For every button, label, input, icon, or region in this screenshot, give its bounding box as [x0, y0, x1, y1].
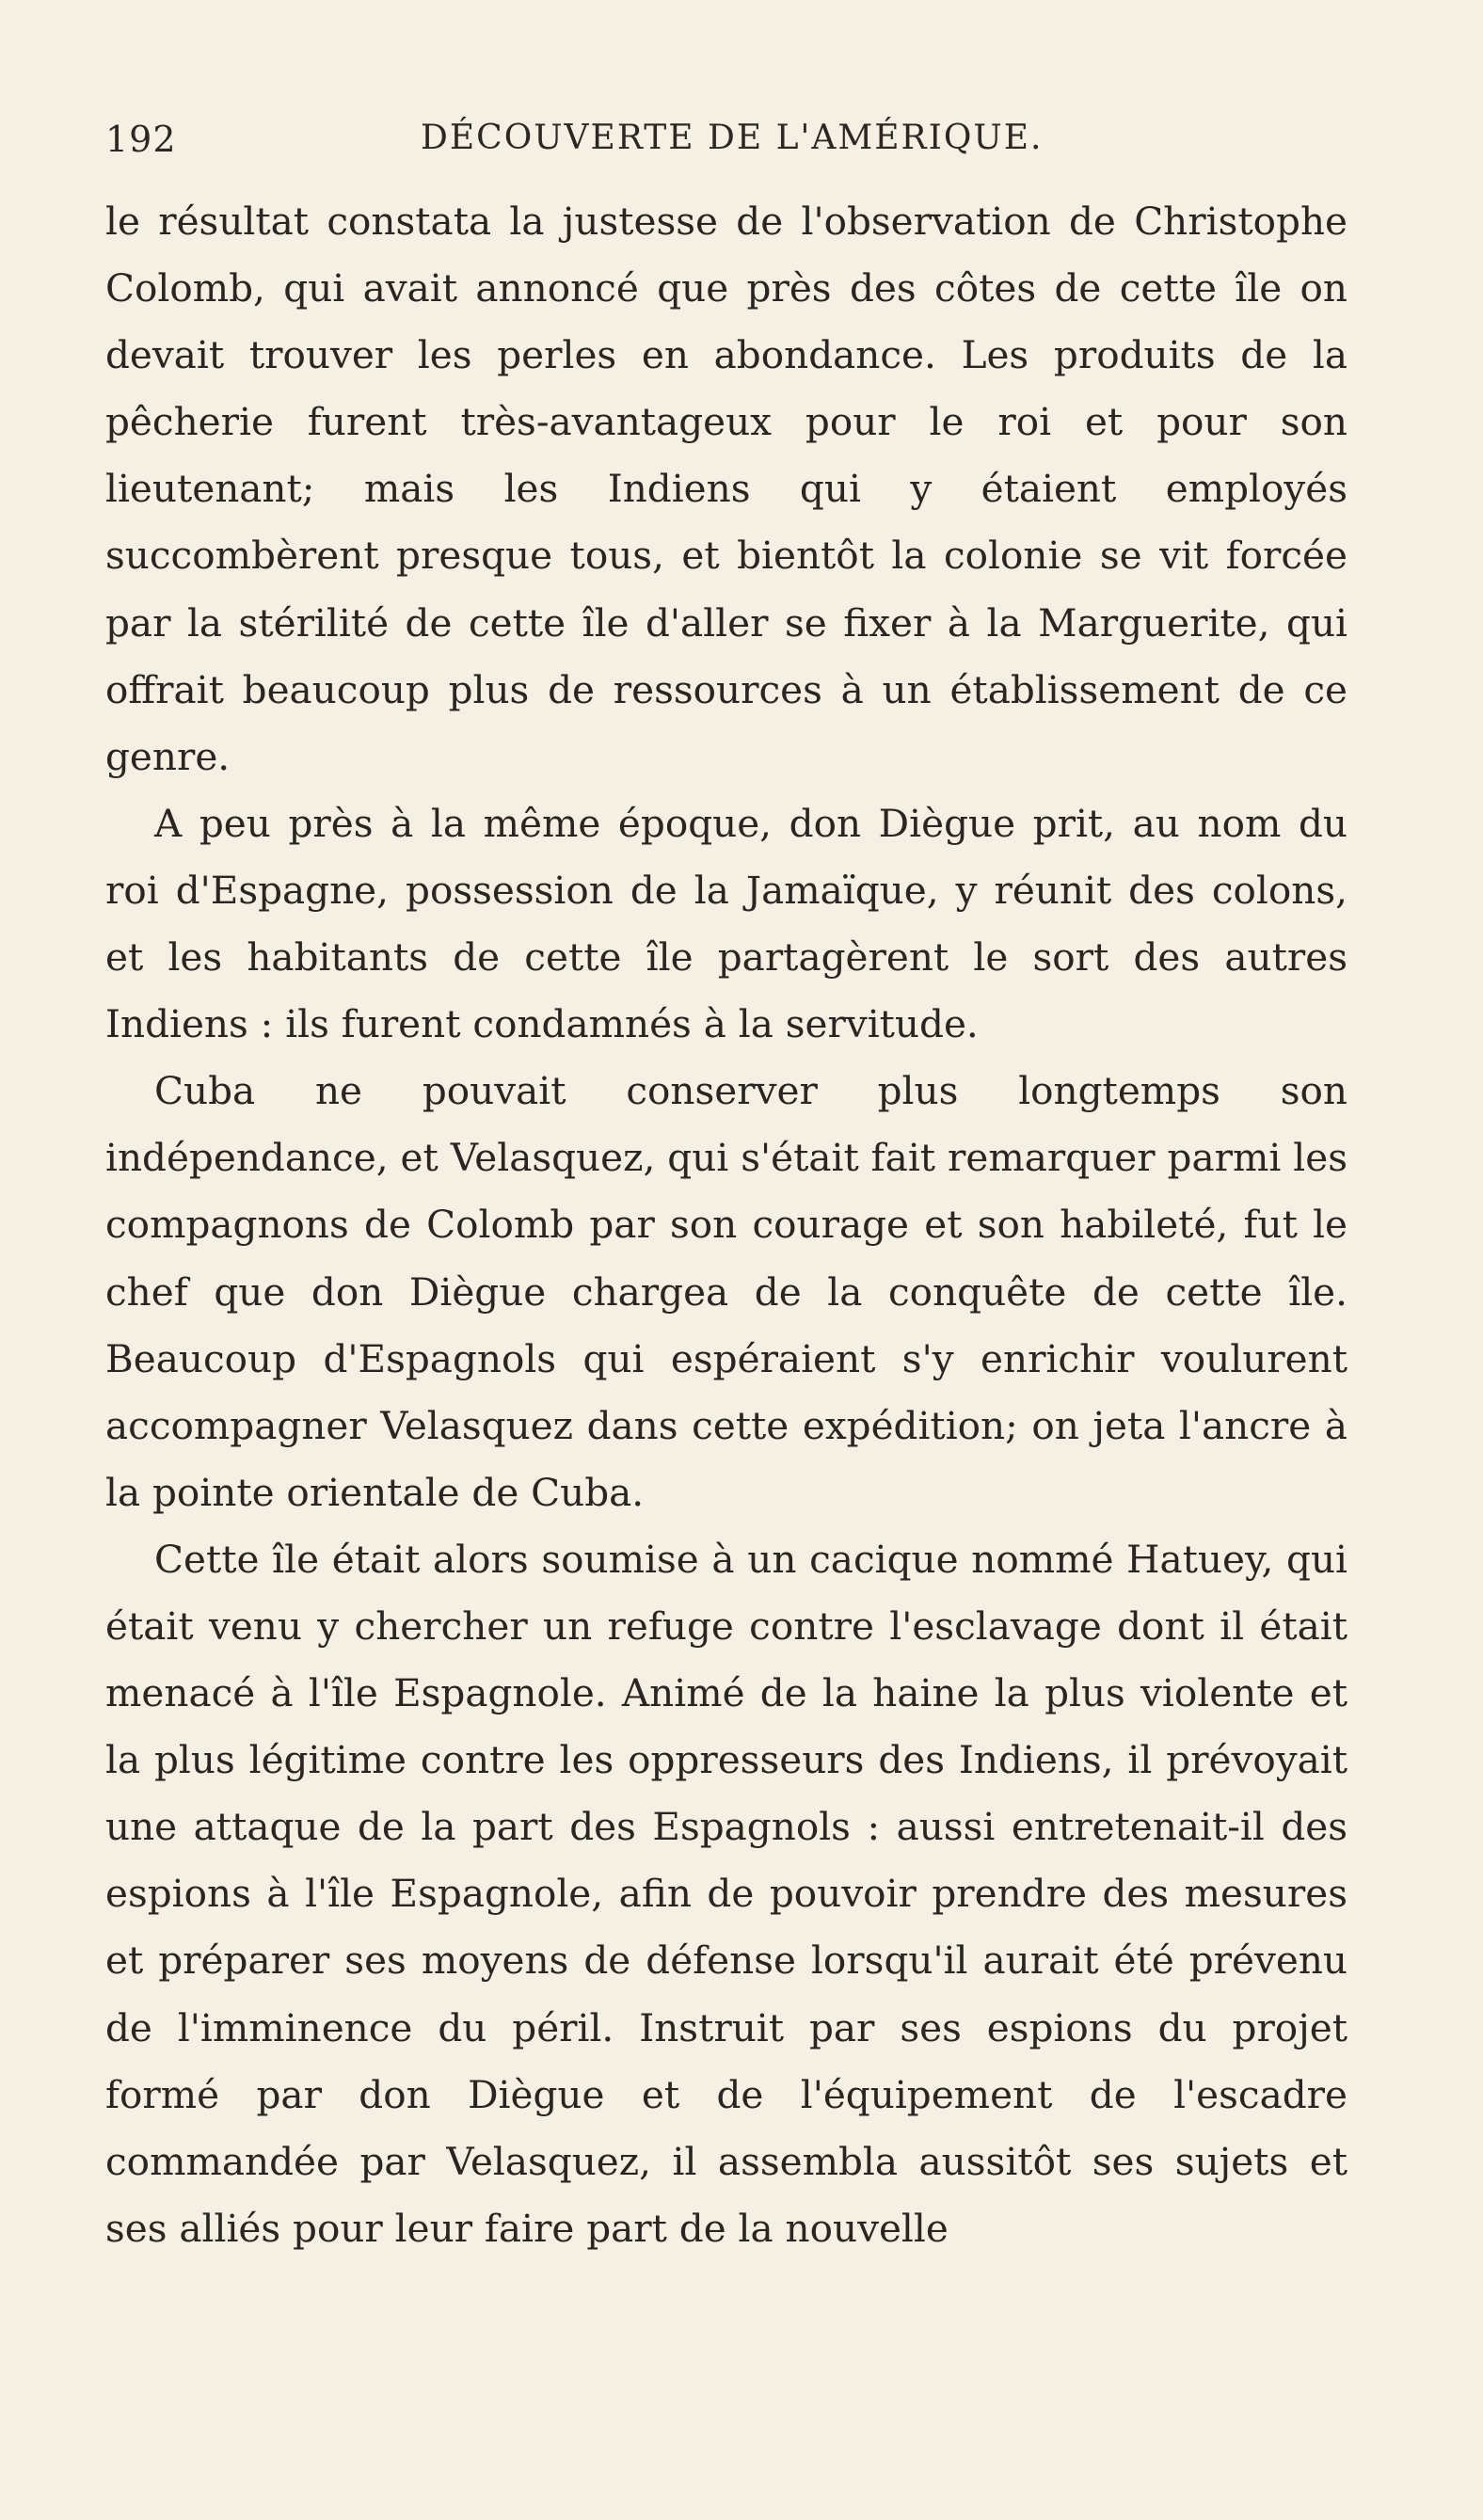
paragraph-hatuey: Cette île était alors soumise à un cacique nommé Hatuey, qui était venu y chercher un refuge contre l'esclavage dont il était menacé à l'île Espagnole. Animé de la haine la plus violente et la plus légitime contre les oppresseurs des Indiens, il prévoyait une attaque de la part des Espagnols : aussi entretenait-il des espions à l'île Espagnole, afin de pouvoir prendre des mesures et préparer ses moyens de défense lorsqu'il aurait été prévenu de l'imminence du péril. Instruit par ses espions du projet formé par don Diègue et de l'équipement de l'escadre commandée par Velasquez, il assembla aussitôt ses sujets et ses alliés pour leur faire part de la nouvelle	[105, 1536, 1347, 2251]
paragraph-cuba: Cuba ne pouvait conserver plus longtemps son indépendance, et Velasquez, qui s'était fait remarquer parmi les compagnons de Colomb par son courage et son habileté, fut le chef que don Diègue chargea de la conquête de cette île. Beaucoup d'Espagnols qui espéraient s'y enrichir voulurent accompagner Velasquez dans cette expédition; on jeta l'ancre à la pointe orientale de Cuba.	[105, 1068, 1347, 1515]
running-head: DÉCOUVERTE DE L'AMÉRIQUE.	[421, 119, 1044, 157]
body-text	[105, 188, 1347, 2262]
paragraph-jamaica: A peu près à la même époque, don Diègue prit, au nom du roi d'Espagne, possession de la Jamaïque, y réunit des colons, et les habitants de cette île partagèrent le sort des autres Indiens : ils furent condamnés à la servitude.	[105, 800, 1347, 1047]
paragraph-continuation: le résultat constata la justesse de l'observation de Christophe Colomb, qui avait annoncé que près des côtes de cette île on devait trouver les perles en abondance. Les produits de la pêcherie furent très-avantageux pour le roi et pour son lieutenant; mais les Indiens qui y étaient employés succombèrent presque tous, et bientôt la colonie se vit forcée par la stérilité de cette île d'aller se fixer à la Marguerite, qui offrait beaucoup plus de ressources à un établissement de ce genre.	[105, 199, 1347, 779]
page-number: 192	[105, 119, 177, 160]
page-header	[105, 119, 1347, 175]
